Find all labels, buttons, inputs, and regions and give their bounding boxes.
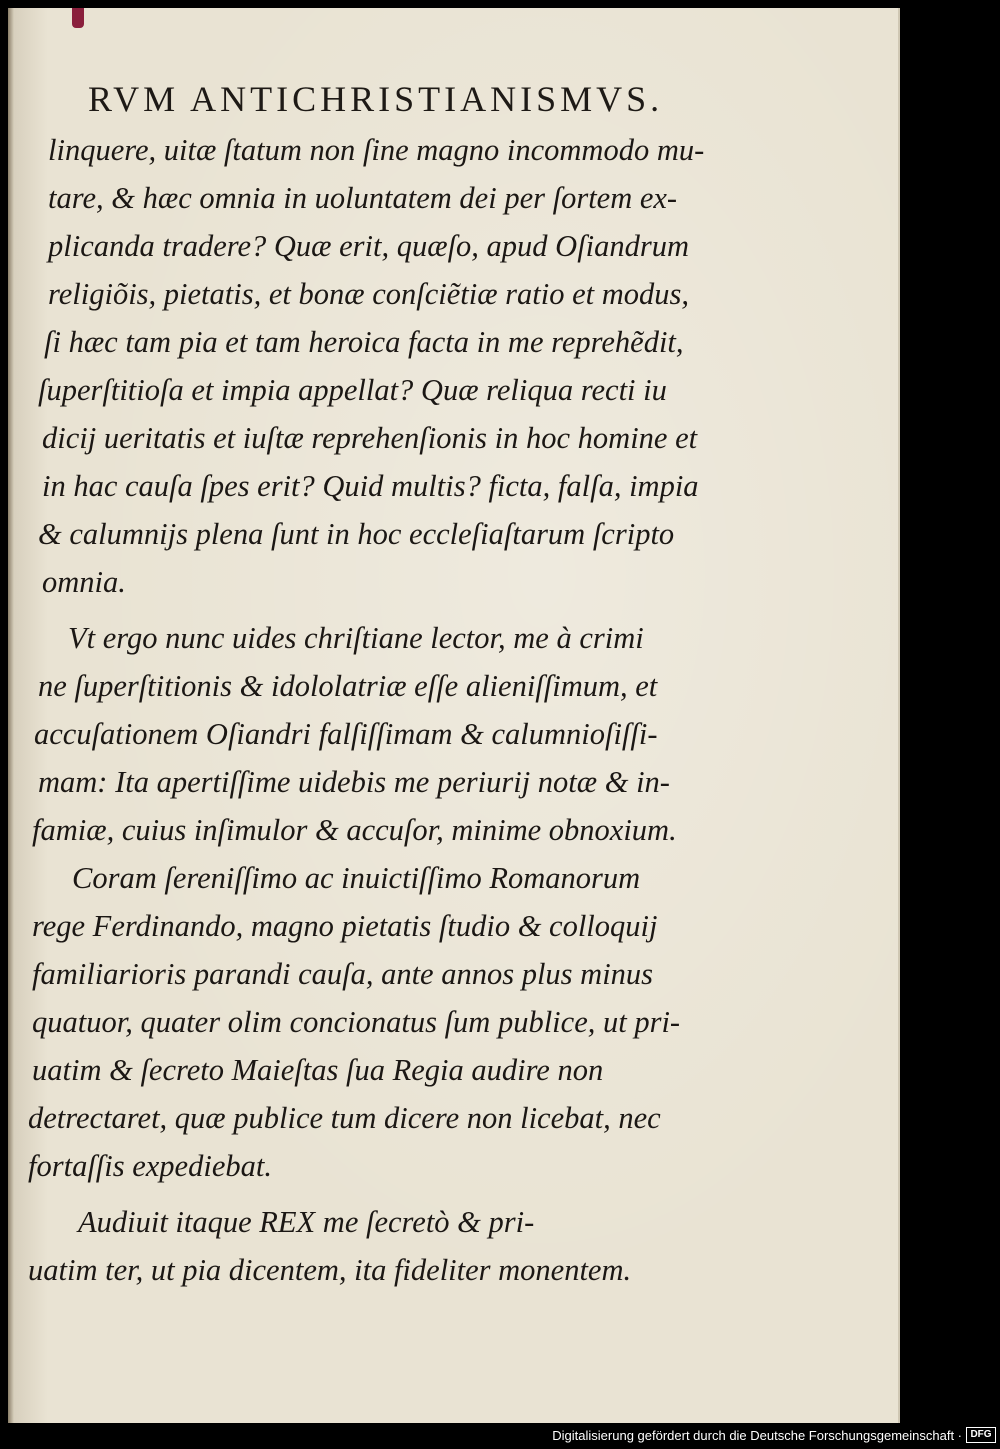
text-line: & calumnijs plena ſunt in hoc eccleſiaſtarum ſcripto	[38, 517, 675, 551]
text-line: fortaſſis expediebat.	[28, 1149, 272, 1183]
text-line: omnia.	[42, 565, 126, 599]
text-line: dicij ueritatis et iuſtæ reprehenſionis in hoc homine et	[42, 421, 698, 455]
text-line: quatuor, quater olim concionatus ſum publice, ut pri-	[32, 1005, 681, 1039]
running-title: RVM ANTICHRISTIANISMVS.	[88, 79, 664, 119]
text-line: ſi hæc tam pia et tam heroica facta in me reprehẽdit,	[44, 325, 684, 359]
text-line: in hac cauſa ſpes erit? Quid multis? ficta, falſa, impia	[42, 469, 699, 503]
text-line: tare, & hæc omnia in uoluntatem dei per ſortem ex-	[48, 181, 678, 215]
text-line: religiõis, pietatis, et bonæ conſciẽtiæ ratio et modus,	[48, 277, 690, 311]
text-line: uatim & ſecreto Maieſtas ſua Regia audire non	[32, 1053, 604, 1087]
text-line: famiæ, cuius inſimulor & accuſor, minime obnoxium.	[32, 813, 677, 847]
text-line: Coram ſereniſſimo ac inuictiſſimo Romanorum	[72, 861, 641, 895]
text-line: Vt ergo nunc uides chriſtiane lector, me à crimi	[68, 621, 644, 655]
text-line: detrectaret, quæ publice tum dicere non licebat, nec	[28, 1101, 661, 1135]
page-binding-edge	[8, 8, 14, 1423]
text-line: rege Ferdinando, magno pietatis ſtudio & colloquij	[32, 909, 658, 943]
funding-credit: Digitalisierung gefördert durch die Deutsche Forschungsgemeinschaft ·	[552, 1428, 962, 1443]
book-page	[8, 8, 900, 1423]
text-line: ſuperſtitioſa et impia appellat? Quæ reliqua recti iu	[38, 373, 667, 407]
text-line: familiarioris parandi cauſa, ante annos plus minus	[32, 957, 654, 991]
text-line: plicanda tradere? Quæ erit, quæſo, apud Oſiandrum	[48, 229, 690, 263]
dfg-logo: DFG	[966, 1427, 996, 1443]
text-line: accuſationem Oſiandri falſiſſimam & calumnioſiſſi-	[34, 717, 658, 751]
text-line: uatim ter, ut pia dicentem, ita fideliter monentem.	[28, 1253, 632, 1287]
bookmark-ribbon	[72, 8, 84, 28]
text-line: linquere, uitæ ſtatum non ſine magno incommodo mu-	[48, 133, 705, 167]
text-line: ne ſuperſtitionis & idololatriæ eſſe alieniſſimum, et	[38, 669, 658, 703]
page-body-text	[28, 126, 718, 1294]
text-line: mam: Ita apertiſſime uidebis me periurij notæ & in-	[38, 765, 670, 799]
text-line: Audiuit itaque REX me ſecretò & pri-	[78, 1205, 535, 1239]
digitization-footer	[0, 1423, 1000, 1449]
